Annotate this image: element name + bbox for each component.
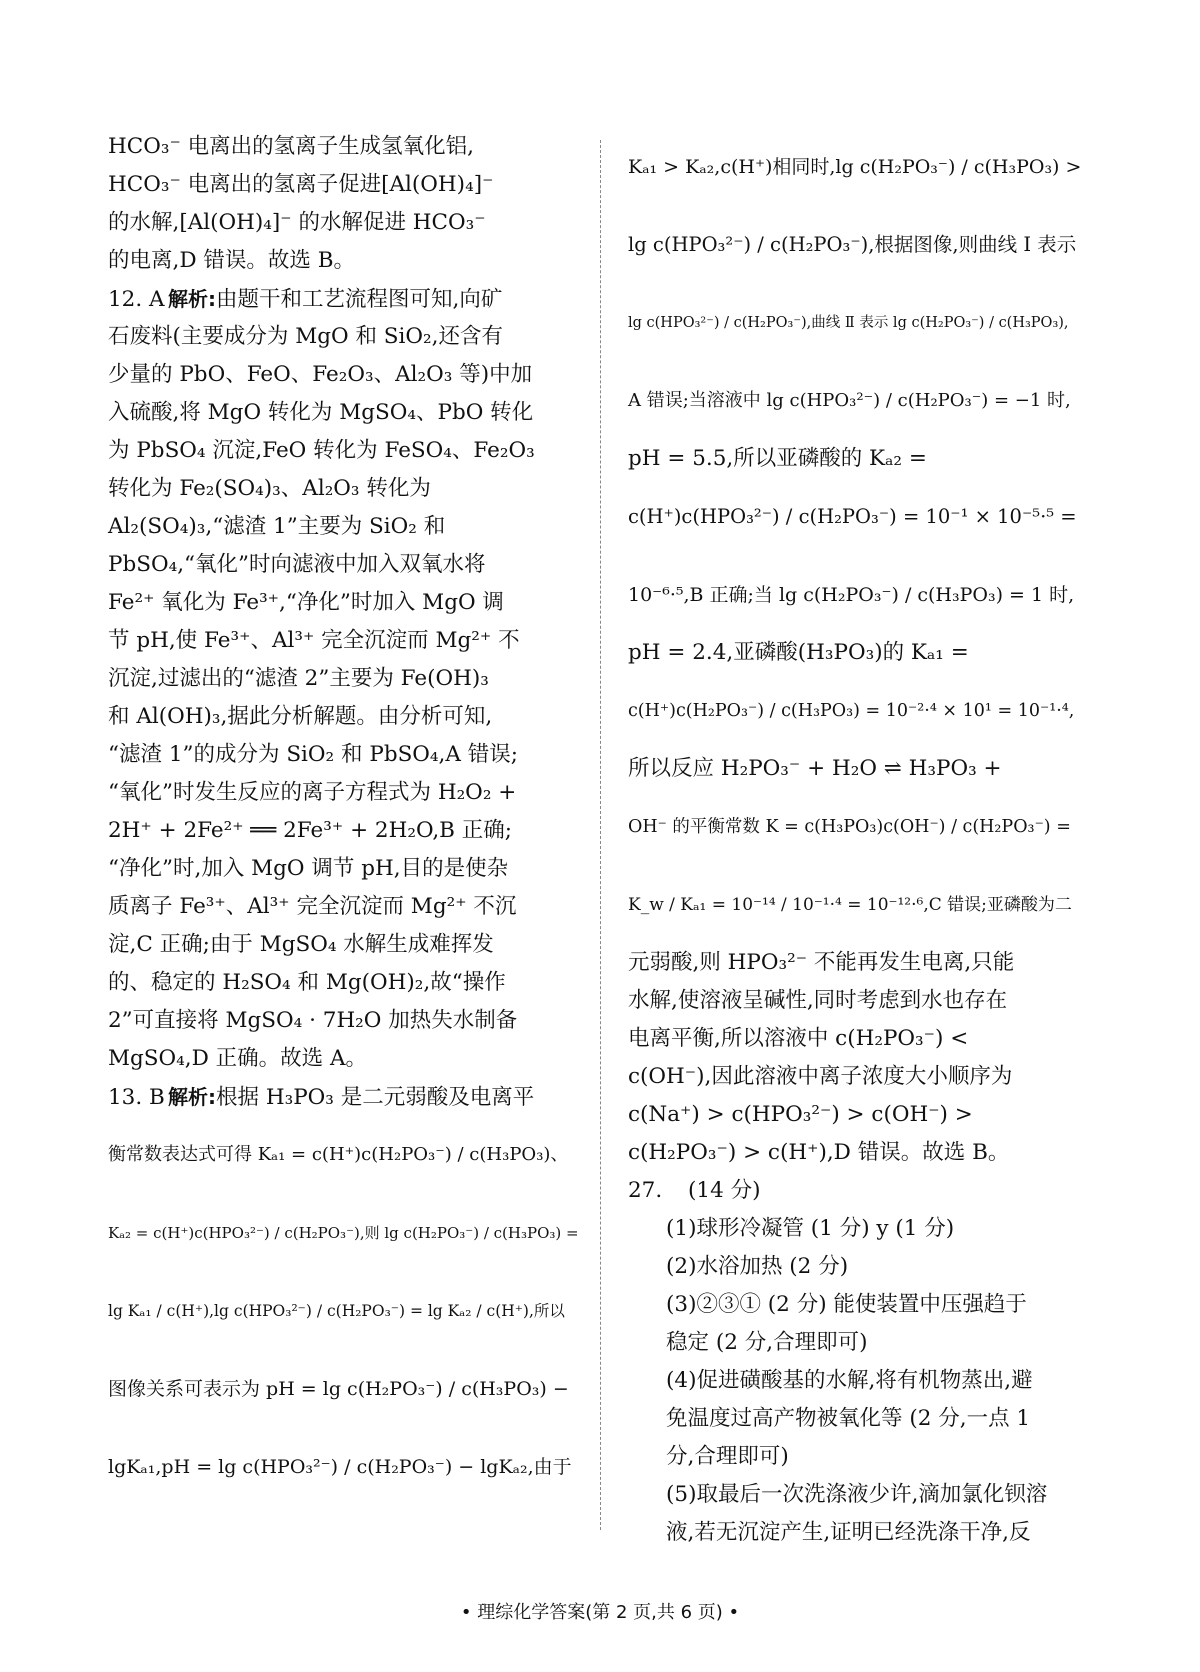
text-line	[108, 280, 578, 318]
text-line	[628, 672, 1080, 750]
text-line	[108, 964, 578, 1002]
line-text: 沉淀,过滤出的“滤渣 2”主要为 Fe(OH)₃	[108, 666, 489, 691]
line-text: c(H₂PO₃⁻) > c(H⁺),D 错误。故选 B。	[628, 1140, 1010, 1165]
line-text: (1)球形冷凝管 (1 分) y (1 分)	[666, 1216, 955, 1241]
line-text: (4)促进磺酸基的水解,将有机物蒸出,避	[666, 1368, 1033, 1393]
line-text: pH = 5.5,所以亚磷酸的 Kₐ₂ =	[628, 446, 927, 471]
text-line	[108, 622, 578, 660]
line-text: c(OH⁻),因此溶液中离子浓度大小顺序为	[628, 1064, 1013, 1089]
line-text: 2”可直接将 MgSO₄ · 7H₂O 加热失水制备	[108, 1008, 518, 1033]
line-text: lgKₐ₁,pH = lg c(HPO₃²⁻) / c(H₂PO₃⁻) − lgKₐ₂,由于	[108, 1456, 572, 1478]
line-text: 的、稳定的 H₂SO₄ 和 Mg(OH)₂,故“操作	[108, 970, 506, 995]
text-line	[108, 1078, 578, 1116]
page-footer: • 理综化学答案(第 2 页,共 6 页) •	[460, 1602, 740, 1623]
text-line	[628, 478, 1080, 556]
line-text: Kₐ₂ = c(H⁺)c(HPO₃²⁻) / c(H₂PO₃⁻),则 lg c(H₂PO₃⁻) / c(H₃PO₃) =	[108, 1224, 579, 1242]
text-line	[108, 242, 578, 280]
text-line	[108, 356, 578, 394]
line-text: MgSO₄,D 正确。故选 A。	[108, 1046, 368, 1071]
text-line	[628, 1324, 1080, 1362]
text-line	[108, 1272, 578, 1350]
text-line	[628, 982, 1080, 1020]
line-text: 少量的 PbO、FeO、Fe₂O₃、Al₂O₃ 等)中加	[108, 362, 533, 387]
line-text: 图像关系可表示为 pH = lg c(H₂PO₃⁻) / c(H₃PO₃) −	[108, 1378, 569, 1400]
text-line	[628, 1248, 1080, 1286]
line-text: PbSO₄,“氧化”时向滤液中加入双氧水将	[108, 552, 486, 577]
line-text: 2H⁺ + 2Fe²⁺ ══ 2Fe³⁺ + 2H₂O,B 正确;	[108, 818, 513, 843]
line-text: 所以反应 H₂PO₃⁻ + H₂O ⇌ H₃PO₃ +	[628, 756, 1002, 781]
line-text: (3)②③① (2 分) 能使装置中压强趋于	[666, 1292, 1027, 1317]
text-line	[628, 1020, 1080, 1058]
text-line	[108, 470, 578, 508]
line-text: 10⁻⁶·⁵,B 正确;当 lg c(H₂PO₃⁻) / c(H₃PO₃) = 1 时,	[628, 584, 1075, 606]
text-line	[108, 812, 578, 850]
column-divider	[600, 140, 601, 1530]
question-number: 27.	[628, 1178, 663, 1203]
text-line	[628, 362, 1080, 440]
line-text: Fe²⁺ 氧化为 Fe³⁺,“净化”时加入 MgO 调	[108, 590, 504, 615]
text-line	[628, 1476, 1080, 1514]
line-text: 节 pH,使 Fe³⁺、Al³⁺ 完全沉淀而 Mg²⁺ 不	[108, 628, 520, 653]
text-line	[628, 284, 1080, 362]
text-line	[628, 1058, 1080, 1096]
line-text: (14 分)	[688, 1178, 761, 1203]
text-line	[628, 1134, 1080, 1172]
line-text: 分,合理即可)	[666, 1444, 789, 1469]
line-text: HCO₃⁻ 电离出的氢离子促进[Al(OH)₄]⁻	[108, 172, 494, 197]
line-text: Al₂(SO₄)₃,“滤渣 1”主要为 SiO₂ 和	[108, 514, 446, 539]
line-text: A 错误;当溶液中 lg c(HPO₃²⁻) / c(H₂PO₃⁻) = −1 时,	[628, 390, 1071, 411]
line-text: lg Kₐ₁ / c(H⁺),lg c(HPO₃²⁻) / c(H₂PO₃⁻) = lg Kₐ₂ / c(H⁺),所以	[108, 1302, 565, 1320]
line-text: pH = 2.4,亚磷酸(H₃PO₃)的 Kₐ₁ =	[628, 640, 969, 665]
text-line	[628, 1210, 1080, 1248]
text-line	[628, 556, 1080, 634]
line-text: 的电离,D 错误。故选 B。	[108, 248, 356, 273]
left-column	[108, 128, 578, 1506]
line-text: 由题干和工艺流程图可知,向矿	[216, 287, 503, 312]
text-line	[108, 926, 578, 964]
text-line	[108, 1002, 578, 1040]
line-text: 根据 H₃PO₃ 是二元弱酸及电离平	[216, 1085, 535, 1110]
line-text: 水解,使溶液呈碱性,同时考虑到水也存在	[628, 988, 1008, 1013]
text-line	[108, 1194, 578, 1272]
line-text: 液,若无沉淀产生,证明已经洗涤干净,反	[666, 1520, 1031, 1545]
question-number: 12. A	[108, 287, 165, 312]
text-line	[108, 318, 578, 356]
text-line	[628, 128, 1080, 206]
text-line	[108, 1116, 578, 1194]
line-text: HCO₃⁻ 电离出的氢离子生成氢氧化铝,	[108, 134, 474, 159]
text-line	[628, 944, 1080, 982]
line-text: OH⁻ 的平衡常数 K = c(H₃PO₃)c(OH⁻) / c(H₂PO₃⁻) =	[628, 817, 1071, 837]
analysis-label: 解析:	[168, 1085, 216, 1109]
text-line	[108, 546, 578, 584]
right-column	[628, 128, 1080, 1552]
line-text: 为 PbSO₄ 沉淀,FeO 转化为 FeSO₄、Fe₂O₃	[108, 438, 535, 463]
text-line	[628, 440, 1080, 478]
line-text: (5)取最后一次洗涤液少许,滴加氯化钡溶	[666, 1482, 1048, 1507]
text-line	[628, 634, 1080, 672]
question-number: 13. B	[108, 1085, 165, 1110]
text-line	[628, 1096, 1080, 1134]
line-text: c(H⁺)c(HPO₃²⁻) / c(H₂PO₃⁻) = 10⁻¹ × 10⁻⁵·⁵ =	[628, 505, 1077, 528]
text-line	[108, 888, 578, 926]
line-text: 入硫酸,将 MgO 转化为 MgSO₄、PbO 转化	[108, 400, 534, 425]
line-text: 电离平衡,所以溶液中 c(H₂PO₃⁻) <	[628, 1026, 969, 1051]
text-line	[628, 750, 1080, 788]
text-line	[108, 128, 578, 166]
line-text: 稳定 (2 分,合理即可)	[666, 1330, 868, 1355]
text-line	[108, 1350, 578, 1428]
line-text: 和 Al(OH)₃,据此分析解题。由分析可知,	[108, 704, 493, 729]
text-line	[628, 1438, 1080, 1476]
text-line	[628, 1514, 1080, 1552]
line-text: “氧化”时发生反应的离子方程式为 H₂O₂ +	[108, 780, 517, 805]
text-line	[628, 1286, 1080, 1324]
text-line	[108, 166, 578, 204]
text-line	[108, 584, 578, 622]
line-text: K_w / Kₐ₁ = 10⁻¹⁴ / 10⁻¹·⁴ = 10⁻¹²·⁶,C 错误;亚磷酸为二	[628, 895, 1072, 915]
line-text: 质离子 Fe³⁺、Al³⁺ 完全沉淀而 Mg²⁺ 不沉	[108, 894, 517, 919]
line-text: c(H⁺)c(H₂PO₃⁻) / c(H₃PO₃) = 10⁻²·⁴ × 10¹ = 10⁻¹·⁴,	[628, 701, 1075, 721]
line-text: 转化为 Fe₂(SO₄)₃、Al₂O₃ 转化为	[108, 476, 431, 501]
text-line	[628, 1400, 1080, 1438]
text-line	[108, 394, 578, 432]
text-line	[108, 736, 578, 774]
analysis-label: 解析:	[168, 287, 216, 311]
line-text: (2)水浴加热 (2 分)	[666, 1254, 849, 1279]
line-text: Kₐ₁ > Kₐ₂,c(H⁺)相同时,lg c(H₂PO₃⁻) / c(H₃PO₃) >	[628, 156, 1082, 178]
line-text: 衡常数表达式可得 Kₐ₁ = c(H⁺)c(H₂PO₃⁻) / c(H₃PO₃)、	[108, 1144, 569, 1165]
text-line	[108, 774, 578, 812]
text-line	[628, 1362, 1080, 1400]
text-line	[108, 1428, 578, 1506]
line-text: lg c(HPO₃²⁻) / c(H₂PO₃⁻),根据图像,则曲线 Ⅰ 表示	[628, 233, 1077, 256]
line-text: 淀,C 正确;由于 MgSO₄ 水解生成难挥发	[108, 932, 494, 957]
text-line	[108, 204, 578, 242]
text-line	[108, 850, 578, 888]
text-line	[108, 660, 578, 698]
text-line	[628, 1172, 1080, 1210]
line-text: 的水解,[Al(OH)₄]⁻ 的水解促进 HCO₃⁻	[108, 210, 486, 235]
text-line	[628, 206, 1080, 284]
line-text: 石废料(主要成分为 MgO 和 SiO₂,还含有	[108, 324, 503, 349]
text-line	[628, 788, 1080, 866]
text-line	[108, 432, 578, 470]
text-line	[108, 698, 578, 736]
line-text: 免温度过高产物被氧化等 (2 分,一点 1	[666, 1406, 1031, 1431]
line-text: lg c(HPO₃²⁻) / c(H₂PO₃⁻),曲线 Ⅱ 表示 lg c(H₂PO₃⁻) / c(H₃PO₃),	[628, 315, 1069, 331]
text-line	[628, 866, 1080, 944]
text-line	[108, 1040, 578, 1078]
line-text: “净化”时,加入 MgO 调节 pH,目的是使杂	[108, 856, 509, 881]
line-text: c(Na⁺) > c(HPO₃²⁻) > c(OH⁻) >	[628, 1102, 973, 1127]
line-text: 元弱酸,则 HPO₃²⁻ 不能再发生电离,只能	[628, 950, 1015, 975]
text-line	[108, 508, 578, 546]
line-text: “滤渣 1”的成分为 SiO₂ 和 PbSO₄,A 错误;	[108, 742, 518, 767]
